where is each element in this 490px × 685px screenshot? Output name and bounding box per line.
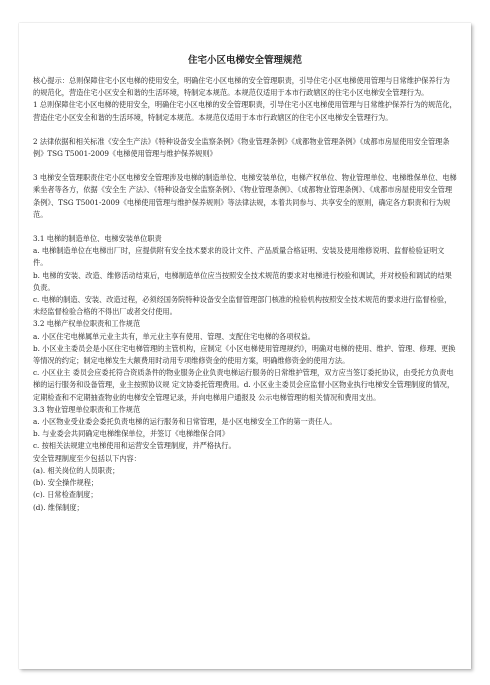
section-3-1-item-a: a. 电梯制造单位在电梯出厂时，应提供附有安全技术要求的设计文件、产品质量合格证明、安装及使用维修说明、监督检验证明文件。	[33, 246, 445, 268]
section-3-2-item-c: c. 小区业主 委员会应委托符合资质条件的物业服务企业负责电梯运行服务的日常维护管理，双方应当签订委托协议，由受托方负责电梯的运行服务和设备管理，业主按照协议规 定文协委托管理费用。d. 小区业主委员会应监督小区物业执行电梯安全管理制度的情况，定期检查和不定期抽查物业的电梯安全管理记录，并向电梯用户通报及 公示电梯管理的相关情况和费用支出。	[33, 368, 455, 402]
paragraph-gap	[33, 160, 457, 172]
section-3-2-item-a: a. 小区住宅电梯属单元业主共有，单元业主享有使用、管理、支配住宅电梯的各项权益。	[33, 331, 315, 341]
section-3-1-item-c: c. 电梯的制造、安装、改造过程，必须经国务院特种设备安全监督管理部门核准的检验机构按照安全技术规范的要求进行监督检验，未经监督检验合格的不得出厂或者交付使用。	[33, 295, 452, 317]
section-3-responsibilities: 3 电梯安全管理职责住宅小区电梯安全管理涉及电梯的制造单位、电梯安装单位，电梯产权单位、物业管理单位、电梯维保单位、电梯乘坐者等各方，依据《安全生 产法》、《特种设备安全监察条例》、《物业管理条例》、《成都物业管理条例》、《成都市房屋使用安全管理条例》、TSG T5001-2009《电梯使用管理与维护保养规则》等法律法规，本着共同参与、共享安全的原则，确定各方职责和行为规范。	[33, 173, 457, 219]
list-item-c: (c). 日常检查制度；	[33, 490, 98, 500]
section-2-legal-basis: 2 法律依据和相关标准《安全生产法》《特种设备安全监察条例》《物业管理条例》《成都物业管理条例》《成都市房屋使用安全管理条例》TSG T5001-2009《电梯使用管理与维护保养规则》	[33, 136, 450, 159]
list-item-d: (d). 维保制度；	[33, 502, 84, 512]
section-3-2-item-b: b. 小区业主委员会是小区住宅电梯管理的主管机构，应制定《小区电梯使用管理规约》，明确对电梯的使用、维护、管理、修理、更换等情况的约定；制定电梯发生大额费用时动用专项维修资金的使用方案，明确维修资金的使用方法。	[33, 343, 456, 366]
safety-system-intro: 安全管理制度至少包括以下内容：	[33, 453, 141, 463]
summary-paragraph: 核心提示：总则保障住宅小区电梯的使用安全，明确住宅小区电梯的安全管理职责，引导住宅小区电梯使用管理与日常维护保养行为的规范化，营造住宅小区安全和谐的生活环境，特制定本规范。本规范仅适用于本市行政辖区的住宅小区电梯安全管理行为。	[33, 76, 450, 98]
section-3-2-heading: 3.2 电梯产权单位职责和工作规范	[33, 319, 141, 329]
paragraph-gap	[33, 221, 457, 233]
section-3-1-item-b: b. 电梯的安装、改造、维修活动结束后，电梯制造单位应当按照安全技术规范的要求对电梯进行校验和调试，并对校验和调试的结果负责。	[33, 270, 452, 292]
section-3-1-heading: 3.1 电梯的制造单位、电梯安装单位职责	[33, 234, 162, 244]
section-3-3-item-a: a. 小区物业受业委会委托负责电梯的运行服务和日常管理，是小区电梯安全工作的第一责任人。	[33, 417, 337, 427]
document-content	[33, 54, 457, 514]
document-title: 住宅小区电梯安全管理规范	[187, 55, 302, 66]
section-3-3-heading: 3.3 物业管理单位职责和工作规范	[33, 404, 141, 414]
section-3-3-item-b: b. 与业委会共同确定电梯维保单位，并签订《电梯维保合同》	[33, 429, 230, 439]
section-1-general: 1 总则保障住宅小区电梯的使用安全，明确住宅小区电梯的安全管理职责，引导住宅小区电梯使用管理与日常维护保养行为的规范化，营造住宅小区安全和谐的生活环境，特制定本规范。本规范仅适用于本市行政辖区的住宅小区电梯安全管理行为。	[33, 100, 457, 122]
list-item-a: (a). 相关岗位的人员职责；	[33, 465, 120, 475]
section-3-3-item-c: c. 按相关法规建立电梯使用和运营安全管理制度，并严格执行。	[33, 441, 236, 451]
document-page	[19, 23, 471, 669]
list-item-b: (b). 安全操作规程；	[33, 478, 99, 488]
paragraph-gap	[33, 124, 457, 136]
